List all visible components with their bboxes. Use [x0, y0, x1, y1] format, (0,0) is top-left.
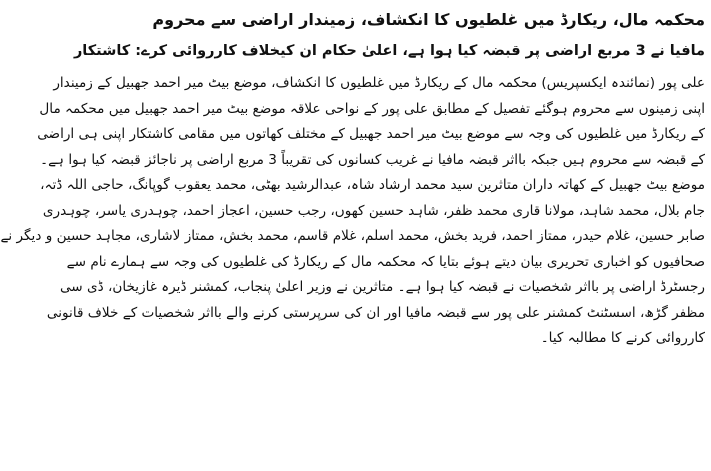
body-line: اپنی زمینوں سے محروم ہوگئے تفصیل کے مطابق علی پور کے نواحی علاقہ موضع بیٹ میر احمد جھبیل میں محکمہ مال — [39, 100, 705, 117]
article-headline: محکمہ مال، ریکارڈ میں غلطیوں کا انکشاف، زمیندار اراضی سے محروم — [152, 10, 705, 29]
body-line: موضع بیٹ جھبیل کے کھاتہ داران متاثرین سید محمد ارشاد شاہ، عبدالرشید بھٹی، محمد یعقوب گوپانگ، حاجی اللہ ڈتہ، — [40, 177, 705, 193]
body-line: کارروائی کرنے کا مطالبہ کیا۔ — [540, 330, 705, 346]
body-line: رجسٹرڈ اراضی پر بااثر شخصیات نے قبضہ کیا ہوا ہے۔ متاثرین نے وزیر اعلیٰ پنجاب، کمشنر ڈیرہ غازیخان، ڈی سی — [59, 279, 705, 295]
news-article — [0, 4, 705, 467]
body-line: جام بلال، محمد شاہد، مولانا قاری محمد ظفر، شاہد حسین کھوں، رجب حسین، اعجاز احمد، چوہدری یاسر، چوہدری — [42, 202, 705, 219]
body-line: کے ریکارڈ میں غلطیوں کی وجہ سے موضع بیٹ میر احمد جھبیل کے مختلف کھاتوں میں مقامی کاشتکار اپنی ہی اراضی — [37, 126, 705, 142]
article-subheadline: مافیا نے 3 مربع اراضی پر قبضہ کیا ہوا ہے، اعلیٰ حکام ان کیخلاف کارروائی کرے: کاشتکار — [73, 43, 705, 59]
body-line: صابر حسین، غلام حیدر، ممتاز احمد، فرید بخش، محمد اسلم، غلام قاسم، محمد بخش، ممتاز لاشاری، مجاہد حسین و دیگر نے — [0, 228, 705, 244]
article-body — [0, 71, 705, 352]
body-line: مظفر گڑھ، اسسٹنٹ کمشنر علی پور سے قبضہ مافیا اور ان کی سرپرستی کرنے والے بااثر شخصیات کے خلاف قانونی — [46, 304, 705, 321]
body-line: صحافیوں کو اخباری تحریری بیان دیتے ہوئے بتایا کہ محکمہ مال کے ریکارڈ کی غلطیوں کی وجہ سے ہمارے نام سے — [66, 253, 705, 270]
body-line: علی پور (نمائندہ ایکسپریس) محکمہ مال کے ریکارڈ میں غلطیوں کا انکشاف، موضع بیٹ میر احمد جھبیل کے زمیندار — [53, 75, 705, 91]
body-line: کے قبضہ سے محروم ہیں جبکہ بااثر قبضہ مافیا نے غریب کسانوں کی تقریباً 3 مربع اراضی پر ناجائز قبضہ کیا ہوا ہے۔ — [40, 151, 705, 168]
